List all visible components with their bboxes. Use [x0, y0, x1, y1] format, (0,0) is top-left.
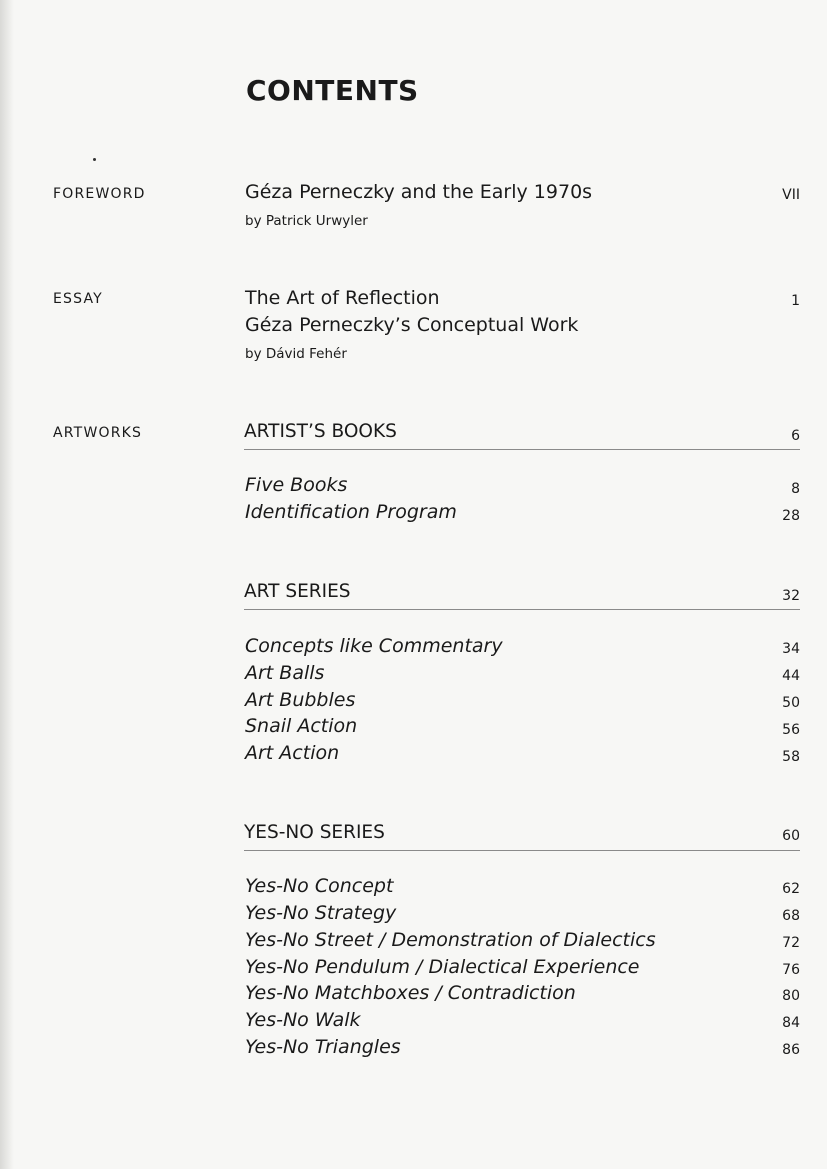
essay-title-line2: Géza Perneczky’s Conceptual Work [245, 314, 579, 336]
foreword-byline: by Patrick Urwyler [245, 213, 368, 229]
list-item-page: 50 [782, 695, 800, 711]
list-item-page: 86 [782, 1042, 800, 1058]
foreword-page-number: VII [782, 187, 800, 203]
list-item-page: 28 [782, 508, 800, 524]
list-item-page: 56 [782, 722, 800, 738]
group-page-artists-books: 6 [791, 428, 800, 444]
essay-page-number: 1 [791, 293, 800, 309]
section-label-foreword: FOREWORD [53, 186, 146, 202]
section-label-essay: ESSAY [53, 291, 103, 307]
speck-mark [93, 158, 96, 161]
list-item-title: Yes-No Matchboxes / Contradiction [245, 982, 576, 1004]
list-item-title: Art Bubbles [245, 689, 356, 711]
list-item-page: 72 [782, 935, 800, 951]
essay-title-line1: The Art of Reflection [245, 287, 440, 309]
list-item-page: 44 [782, 668, 800, 684]
group-rule [244, 850, 800, 851]
section-label-artworks: ARTWORKS [53, 425, 143, 441]
list-item-title: Art Action [245, 742, 340, 764]
list-item-page: 68 [782, 908, 800, 924]
list-item-page: 58 [782, 749, 800, 765]
list-item-title: Five Books [245, 474, 348, 496]
group-heading-art-series: ART SERIES [244, 581, 351, 602]
list-item-title: Snail Action [245, 715, 358, 737]
list-item-title: Yes-No Concept [245, 875, 394, 897]
foreword-title: Géza Perneczky and the Early 1970s [245, 181, 593, 203]
group-page-art-series: 32 [782, 588, 800, 604]
list-item-title: Yes-No Strategy [245, 902, 397, 924]
list-item-title: Yes-No Street / Demonstration of Dialectics [245, 929, 656, 951]
list-item-page: 84 [782, 1015, 800, 1031]
group-rule [244, 449, 800, 450]
page-title: CONTENTS [246, 74, 419, 107]
list-item-title: Art Balls [245, 662, 325, 684]
list-item-title: Yes-No Pendulum / Dialectical Experience [245, 956, 640, 978]
list-item-title: Yes-No Triangles [245, 1036, 401, 1058]
group-heading-yes-no-series: YES-NO SERIES [244, 822, 385, 843]
group-page-yes-no-series: 60 [782, 828, 800, 844]
list-item-page: 8 [791, 481, 800, 497]
list-item-title: Identification Program [245, 501, 457, 523]
group-heading-artists-books: ARTIST’S BOOKS [244, 421, 397, 442]
page-spine-shadow [0, 0, 14, 1169]
list-item-page: 76 [782, 962, 800, 978]
list-item-title: Yes-No Walk [245, 1009, 361, 1031]
list-item-page: 62 [782, 881, 800, 897]
essay-byline: by Dávid Fehér [245, 346, 347, 362]
list-item-title: Concepts like Commentary [245, 635, 503, 657]
list-item-page: 80 [782, 988, 800, 1004]
group-rule [244, 609, 800, 610]
list-item-page: 34 [782, 641, 800, 657]
